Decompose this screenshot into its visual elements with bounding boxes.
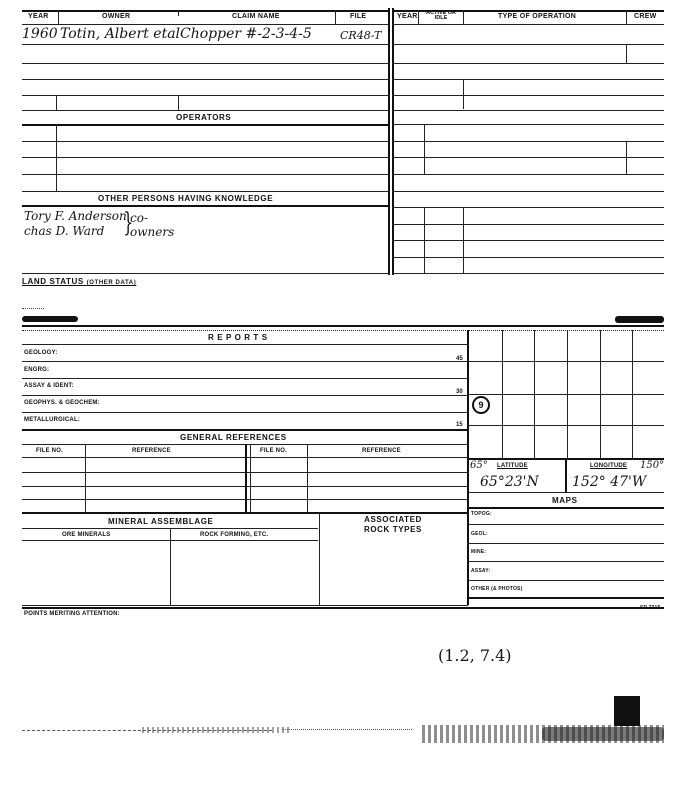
person-owners: owners	[130, 225, 175, 239]
header-crew: CREW	[634, 13, 657, 20]
latitude-value: 65°23'N	[480, 474, 539, 490]
person-2: chas D. Ward	[24, 224, 105, 238]
scan-black-block	[614, 696, 640, 726]
land-status-scratch	[22, 308, 44, 309]
person-co: co-	[130, 211, 148, 225]
report-geology: GEOLOGY:	[24, 350, 58, 356]
report-assay: ASSAY & IDENT:	[24, 383, 74, 389]
report-engrg: ENGRG:	[24, 367, 50, 373]
owner-name: Totin, Albert etal	[60, 26, 181, 42]
mineral-assemblage-title: MINERAL ASSEMBLAGE	[108, 517, 214, 526]
handwritten-note: (1.2, 7.4)	[438, 646, 512, 665]
ref-header-reference-1: REFERENCE	[132, 448, 171, 454]
owner-year: 1960	[22, 26, 58, 42]
scale-45: 45	[456, 356, 463, 362]
ore-minerals-header: ORE MINERALS	[62, 532, 111, 538]
land-status-note: (OTHER DATA)	[86, 280, 137, 286]
grid-mark-circle: 9	[472, 396, 490, 414]
points-meriting-attention: POINTS MERITING ATTENTION:	[24, 611, 120, 617]
map-assay: ASSAY:	[471, 568, 491, 574]
scale-30: 30	[456, 389, 463, 395]
rock-forming-header: ROCK FORMING, ETC.	[200, 532, 269, 538]
map-topog: TOPOG:	[471, 511, 492, 517]
person-1: Tory F. Anderson	[24, 209, 127, 223]
map-other: OTHER (& PHOTOS)	[471, 586, 523, 592]
scale-15: 15	[456, 422, 463, 428]
reports-thick-bar-right	[615, 316, 664, 323]
scan-noise-band	[22, 725, 664, 747]
ref-header-file-1: FILE NO.	[36, 448, 63, 454]
reports-title: R E P O R T S	[208, 333, 268, 342]
associated-rock-types: ASSOCIATED ROCK TYPES	[363, 515, 422, 534]
maps-title: MAPS	[552, 496, 578, 505]
reports-thick-bar-left	[22, 316, 78, 322]
operators-title: OPERATORS	[176, 113, 232, 122]
longitude-label: LONGITUDE	[590, 463, 628, 469]
header-owner: OWNER	[102, 13, 131, 20]
report-geophys: GEOPHYS. & GEOCHEM:	[24, 400, 100, 406]
longitude-value: 152° 47'W	[572, 474, 647, 490]
latitude-label: LATITUDE	[497, 463, 528, 469]
land-status-label: LAND STATUS	[22, 277, 84, 286]
header-type-of-operation: TYPE OF OPERATION	[498, 13, 577, 20]
header-claim-name: CLAIM NAME	[232, 13, 280, 20]
ref-header-reference-2: REFERENCE	[362, 448, 401, 454]
ref-header-file-2: FILE NO.	[260, 448, 287, 454]
general-references-title: GENERAL REFERENCES	[180, 433, 287, 442]
map-geol: GEOL:	[471, 531, 488, 537]
file-number: CR48-T	[340, 29, 382, 42]
lat-prefix: 65°	[470, 460, 488, 471]
brace-mark: }	[123, 208, 134, 238]
header-file: FILE	[350, 13, 367, 20]
lon-suffix: 150°	[640, 460, 665, 471]
report-metallurgical: METALLURGICAL:	[24, 417, 81, 423]
map-mine: MINE:	[471, 549, 487, 555]
header-year: YEAR	[28, 13, 49, 20]
header-active-or-idle: ACTIVE OR IDLE	[426, 10, 456, 21]
form-number: SP 7315	[640, 605, 661, 611]
header-year-2: YEAR	[397, 13, 418, 20]
other-persons-title: OTHER PERSONS HAVING KNOWLEDGE	[98, 194, 274, 203]
land-status-title	[22, 277, 136, 286]
claim-name: Chopper #-2-3-4-5	[180, 26, 312, 42]
